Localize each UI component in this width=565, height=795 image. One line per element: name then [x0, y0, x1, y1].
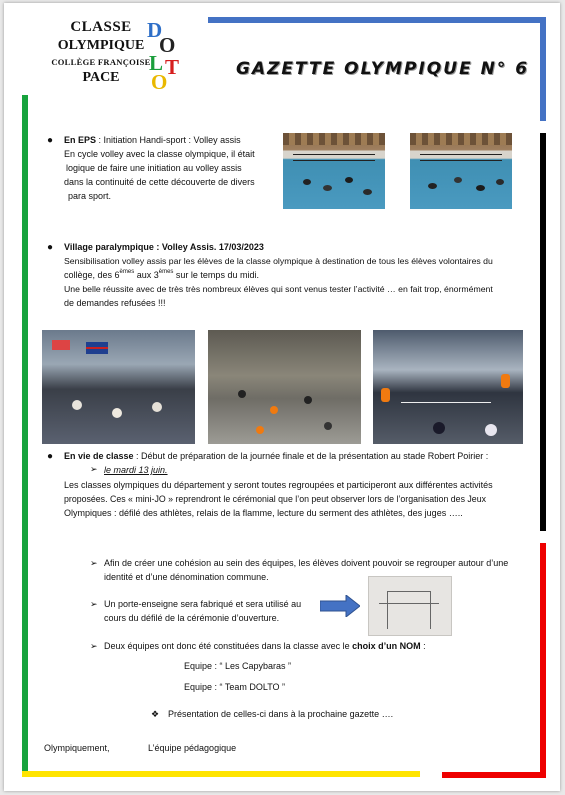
arrow-bullet-icon: ➢ [90, 464, 98, 474]
dolto-letter-l: L [149, 51, 164, 75]
volley-assis-photo-2 [410, 133, 512, 209]
village-photo-1 [42, 330, 195, 444]
frame-red-right [540, 543, 546, 778]
logo-line-classe: CLASSE [70, 19, 132, 35]
village-line-2-b: aux 3 [134, 270, 159, 280]
frame-green-left [22, 95, 28, 771]
item-porte-enseigne-line-2: cours du défilé de la cérémonie d’ouverture. [104, 613, 280, 623]
dolto-letter-o: O [159, 33, 176, 57]
gazette-page [4, 3, 560, 791]
village-line-4: de demandes refusées !!! [64, 298, 166, 308]
bullet-icon: ● [47, 242, 54, 253]
classe-para-3: Olympiques : défilé des athlètes, relais de la flamme, lecture du serment des athlètes, des juges ….. [64, 508, 463, 518]
dolto-letter-d: D [147, 18, 163, 42]
frame-yellow-bottom [22, 771, 420, 777]
frame-blue-top [208, 17, 546, 23]
signoff-olympiquement: Olympiquement, [44, 743, 110, 753]
arrow-bullet-icon: ➢ [90, 599, 98, 609]
village-heading-text: Village paralympique : Volley Assis. 17/03/2023 [64, 242, 264, 252]
eps-line-3: dans la continuité de cette découverte de divers [64, 177, 255, 187]
eps-heading-rest: : Initiation Handi-sport : Volley assis [96, 135, 241, 145]
dolto-letter-t: T [165, 55, 180, 79]
village-line-2 [64, 268, 534, 282]
blue-arrow-icon [320, 595, 360, 617]
item-equipes-c: : [420, 641, 426, 651]
presentation-note: Présentation de celles-ci dans à la prochaine gazette …. [168, 709, 394, 719]
village-sup-1: èmes [119, 269, 135, 275]
frame-black-right [540, 133, 546, 531]
classe-para-1: Les classes olympiques du département y seront toutes regroupées et participeront aux différentes activités [64, 480, 493, 490]
village-heading [64, 240, 534, 254]
dolto-letter-o-2: O [151, 70, 168, 94]
team-dolto: Equipe : “ Team DOLTO ” [184, 682, 286, 692]
item-equipes-a: Deux équipes ont donc été constituées dans la classe avec le [104, 641, 353, 651]
item-cohesion-line-1: Afin de créer une cohésion au sein des équipes, les élèves doivent pouvoir se regrouper autour d’une [104, 558, 509, 568]
eps-heading-line [64, 133, 284, 147]
village-line-2-a: collège, des 6 [64, 270, 120, 280]
arrow-bullet-icon: ➢ [90, 641, 98, 651]
eps-line-2: logique de faire une initiation au volley assis [66, 163, 242, 173]
diamond-bullet-icon: ❖ [151, 709, 160, 719]
signoff-equipe: L’équipe pédagogique [148, 743, 237, 753]
village-line-3: Une belle réussite avec de très très nombreux élèves qui sont venus tester l’activité … en fait trop, énormément [64, 284, 493, 294]
eps-heading: En EPS [64, 135, 97, 145]
bullet-icon: ● [47, 135, 54, 146]
gazette-title: GAZETTE OLYMPIQUE N° 6 [236, 59, 530, 79]
classe-date: le mardi 13 juin. [104, 465, 168, 475]
item-cohesion-line-2: identité et d’une dénomination commune. [104, 572, 269, 582]
item-porte-enseigne-line-1: Un porte-enseigne sera fabriqué et sera utilisé au [104, 599, 302, 609]
classe-heading-line [64, 449, 539, 463]
classe-heading: En vie de classe [64, 451, 134, 461]
eps-line-4: para sport. [68, 191, 112, 201]
classe-heading-rest: : Début de préparation de la journée finale et de la présentation au stade Robert Poirier : [133, 451, 489, 461]
item-equipes-b: choix d’un NOM [352, 641, 421, 651]
logo-line-olympique: OLYMPIQUE [57, 38, 145, 53]
porte-enseigne-sketch [368, 576, 452, 636]
village-line-2-c: sur le temps du midi. [173, 270, 259, 280]
arrow-bullet-icon: ➢ [90, 558, 98, 568]
eps-line-1: En cycle volley avec la classe olympique, il était [64, 149, 255, 159]
village-photo-2 [208, 330, 361, 444]
classe-olympique-logo [46, 17, 186, 97]
team-capybaras: Equipe : “ Les Capybaras ” [184, 661, 292, 671]
village-line-1: Sensibilisation volley assis par les élèves de la classe olympique à destination de tous les élèves volontaires du [64, 256, 493, 266]
volley-assis-photo-1 [283, 133, 385, 209]
bullet-icon: ● [47, 451, 54, 462]
village-sup-2: èmes [158, 269, 174, 275]
village-photo-3 [373, 330, 523, 444]
frame-red-bottom [442, 772, 546, 778]
frame-blue-right [540, 17, 546, 121]
logo-line-college: COLLÈGE FRANÇOISE [51, 57, 151, 67]
classe-para-2: proposées. Ces « mini-JO » reprendront le cérémonial que l’on peut observer lors de l’organisation des Jeux [64, 494, 486, 504]
item-equipes-line [104, 639, 534, 653]
logo-line-pace: PACE [82, 70, 120, 85]
